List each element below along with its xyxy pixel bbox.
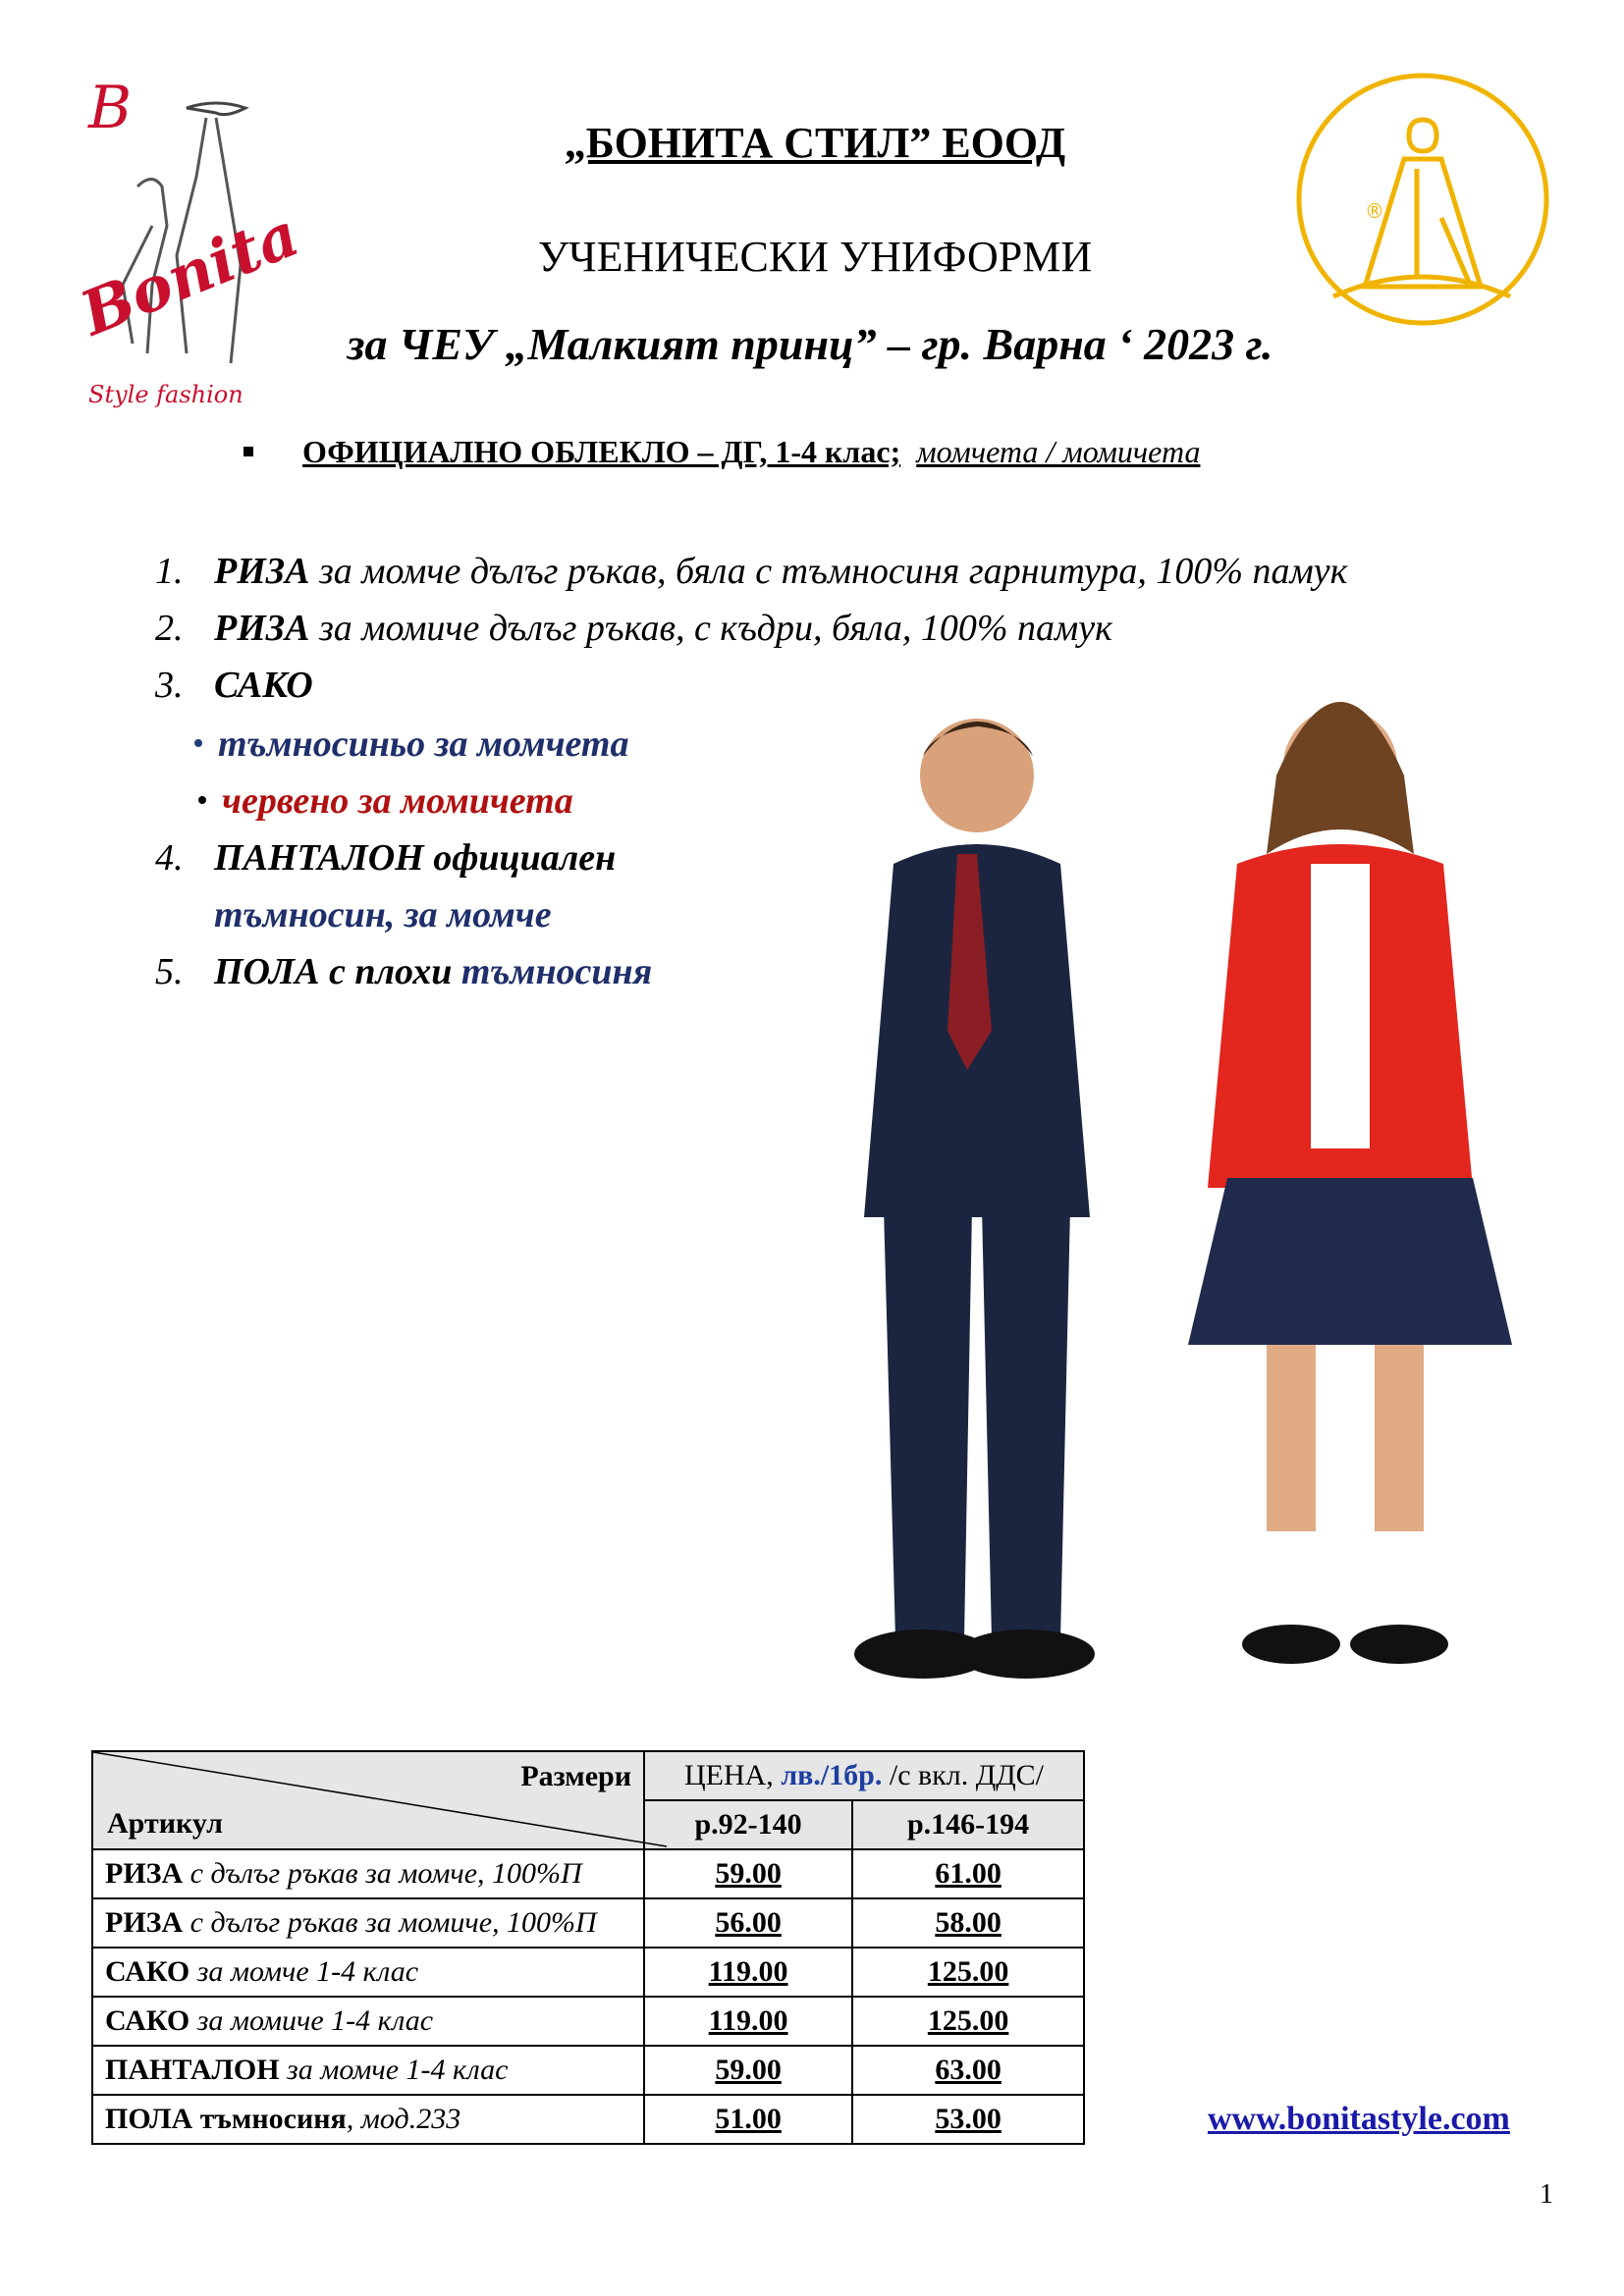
company-name: „БОНИТА СТИЛ” ЕООД — [564, 119, 1066, 167]
table-row: ПОЛА тъмносиня, мод.233 51.00 53.00 — [92, 2095, 1084, 2144]
document-subtitle: УЧЕНИЧЕСКИ УНИФОРМИ — [537, 233, 1093, 281]
website-link[interactable]: www.bonitastyle.com — [1208, 2101, 1510, 2137]
item-4-detail: тъмносин, за момче — [214, 894, 552, 935]
section-audience: момчета / момичета — [916, 434, 1201, 469]
size-col-large: р.146-194 — [852, 1800, 1084, 1849]
list-item: 4. ПАНТАЛОН официален — [155, 837, 617, 879]
sub-item-boys: тъмносиньо за момчета — [194, 722, 628, 766]
list-item: 1. РИЗА за момче дълъг ръкав, бяла с тъмносиня гарнитура, 100% памук — [155, 551, 1348, 592]
logo-wordmark: Bonita — [71, 197, 309, 350]
registered-mark: ® — [1365, 199, 1384, 223]
table-row: РИЗА с дълъг ръкав за момче, 100%П 59.00 61.00 — [92, 1849, 1084, 1898]
size-col-small: р.92-140 — [644, 1800, 852, 1849]
table-row: САКО за момиче 1-4 клас 119.00 125.00 — [92, 1997, 1084, 2046]
list-item: 5. ПОЛА с плохи тъмносиня — [155, 951, 653, 992]
article-label: Артикул — [107, 1807, 223, 1840]
table-row: САКО за момче 1-4 клас 119.00 125.00 — [92, 1948, 1084, 1997]
table-corner-header — [92, 1751, 644, 1849]
table-row: ПАНТАЛОН за момче 1-4 клас 59.00 63.00 — [92, 2046, 1084, 2095]
uniforms-photo — [776, 687, 1542, 1698]
bullet-dot-icon — [198, 796, 206, 804]
square-bullet-icon — [244, 447, 253, 456]
logo-letter: B — [88, 74, 133, 142]
school-title: за ЧЕУ „Малкият принц” – гр. Варна ‘ 2023 г. — [347, 319, 1273, 369]
list-item: 3. САКО — [155, 665, 313, 706]
page-number: 1 — [1540, 2179, 1553, 2210]
bonita-logo — [69, 69, 309, 412]
logo-tagline: Style fashion — [88, 381, 244, 408]
table-row: РИЗА с дълъг ръкав за момиче, 100%П 56.00 58.00 — [92, 1898, 1084, 1948]
price-table — [91, 1750, 1085, 2145]
sub-item-girls: червено за момичета — [198, 779, 573, 823]
section-heading — [244, 434, 1200, 470]
bullet-dot-icon — [194, 739, 202, 747]
little-prince-logo — [1294, 71, 1551, 328]
list-item: 2. РИЗА за момиче дълъг ръкав, с къдри, бяла, 100% памук — [155, 608, 1112, 649]
sizes-label: Размери — [520, 1760, 631, 1792]
section-title: ОФИЦИАЛНО ОБЛЕКЛО – ДГ, 1-4 клас; — [302, 434, 901, 469]
price-header: ЦЕНА, лв./1бр. /с вкл. ДДС/ — [644, 1751, 1084, 1800]
